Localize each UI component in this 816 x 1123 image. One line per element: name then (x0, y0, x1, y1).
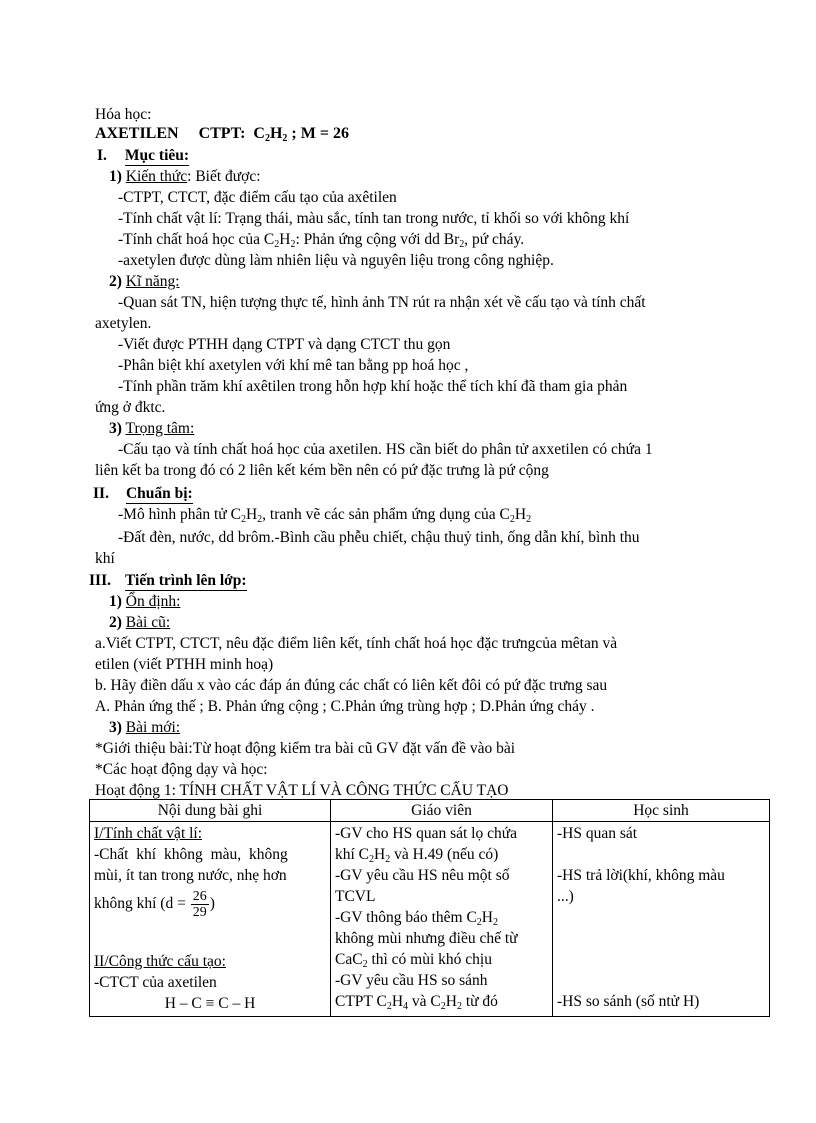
student-line: -HS trả lời(khí, không màu (557, 867, 725, 884)
density-fraction: $\frac{26}{29}$ (192, 888, 207, 920)
baicu-line: b. Hãy điền dấu x vào các đáp án đúng các chất có liên kết đôi có pứ đặc trưng sau (95, 677, 608, 694)
activity-table (89, 799, 770, 1017)
baimoi-heading: 3) Bài mới: (109, 719, 181, 736)
chuanbi-line: -Mô hình phân tử $C_2H_2$, tranh vẽ các sản phẩm ứng dụng của $C_2H_2$ (118, 506, 532, 525)
header-noi-dung: Nội dung bài ghi (90, 800, 331, 822)
content-line: -CTCT của axetilen (94, 974, 217, 991)
content-line: -Chất khí không màu, không (94, 846, 288, 863)
kienthuc-item: -CTPT, CTCT, đặc điểm cấu tạo của axêtilen (118, 189, 397, 206)
baimoi-intro: *Giới thiệu bài:Từ hoạt động kiểm tra bài cũ GV đặt vấn đề vào bài (95, 740, 516, 757)
tinh-chat-vat-li-heading: I/Tính chất vật lí: (94, 825, 203, 842)
subject-label: Hóa học: (95, 106, 152, 123)
trongtam-line: liên kết ba trong đó có 2 liên kết kém bền nên có pứ đặc trưng là pứ cộng (95, 462, 549, 479)
page-title: AXETILEN CTPT: $C_2H_2$ ; M = 26 (95, 125, 349, 144)
student-line: ...) (557, 888, 574, 905)
teacher-line: CTPT $C_2H_4$ và $C_2H_2$ từ đó (335, 993, 498, 1012)
baimoi-activities: *Các hoạt động dạy và học: (95, 761, 268, 778)
header-giao-vien: Giáo viên (331, 800, 553, 822)
kinang-line: -Phân biệt khí axetylen với khí mê tan bằng pp hoá học , (118, 357, 469, 374)
teacher-line: -GV cho HS quan sát lọ chứa (335, 825, 518, 842)
trongtam-heading: 3) Trọng tâm: (109, 420, 195, 437)
teacher-line: -GV yêu cầu HS so sánh (335, 972, 488, 989)
chuanbi-line: khí (95, 550, 115, 567)
cong-thuc-cau-tao-heading: II/Công thức cấu tạo: (94, 953, 226, 970)
trongtam-line: -Cấu tạo và tính chất hoá học của axetilen. HS cần biết do phân tử axxetilen có chứa 1 (118, 441, 653, 458)
header-hoc-sinh: Học sinh (553, 800, 770, 822)
kinang-line: -Tính phần trăm khí axêtilen trong hỗn hợp khí hoặc thể tích khí đã tham gia phản (118, 378, 628, 395)
teacher-line: -GV thông báo thêm $C_2H_2$ (335, 909, 498, 928)
density-line: không khí (d = $\frac{26}{29}$ ) (94, 888, 215, 920)
content-cell (90, 822, 331, 1017)
teacher-line: CaC$_2$ thì có mùi khó chịu (335, 951, 492, 970)
kinang-heading: 2) Kĩ năng: (109, 273, 180, 290)
kinang-line: ứng ở đktc. (95, 399, 166, 416)
kienthuc-item: -axetylen được dùng làm nhiên liệu và nguyên liệu trong công nghiệp. (118, 252, 554, 269)
content-line: mùi, ít tan trong nước, nhẹ hơn (94, 867, 287, 884)
kinang-line: axetylen. (95, 315, 152, 332)
section-3-heading: III. Tiến trình lên lớp: (89, 572, 247, 589)
hoatdong-1-title: Hoạt động 1: TÍNH CHẤT VẬT LÍ VÀ CÔNG THỨC CẤU TẠO (95, 782, 509, 799)
baicu-line: etilen (viết PTHH minh hoạ) (95, 656, 274, 673)
ondinh-heading: 1) Ổn định: (109, 593, 181, 610)
baicu-heading: 2) Bài cũ: (109, 614, 171, 631)
student-line: -HS so sánh (số ntử H) (557, 993, 700, 1010)
teacher-line: TCVL (335, 888, 376, 905)
teacher-line: không mùi nhưng điều chế từ (335, 930, 518, 947)
kienthuc-heading: 1) Kiến thức: Biết được: (109, 168, 261, 185)
teacher-line: -GV yêu cầu HS nêu một số (335, 867, 510, 884)
baicu-options: A. Phản ứng thế ; B. Phản ứng cộng ; C.Phản ứng trùng hợp ; D.Phản ứng cháy . (95, 698, 595, 715)
table-row (90, 822, 770, 1017)
teacher-line: khí $C_2H_2$ và H.49 (nếu có) (335, 846, 499, 865)
baicu-line: a.Viết CTPT, CTCT, nêu đặc điểm liên kết, tính chất hoá học đặc trưngcủa mêtan và (95, 635, 618, 652)
section-1-heading: I. Mục tiêu: (97, 147, 190, 164)
kinang-line: -Viết được PTHH dạng CTPT và dạng CTCT thu gọn (118, 336, 451, 353)
structural-formula: H – C ≡ C – H (164, 995, 256, 1012)
student-line: -HS quan sát (557, 825, 638, 842)
student-cell (553, 822, 770, 1017)
kienthuc-item: -Tính chất vật lí: Trạng thái, màu sắc, tính tan trong nước, tỉ khối so với không khí (118, 210, 630, 227)
chuanbi-line: -Đất đèn, nước, dd brôm.-Bình cầu phễu chiết, chậu thuỷ tinh, ống dẫn khí, bình thu (118, 529, 640, 546)
kinang-line: -Quan sát TN, hiện tượng thực tế, hình ảnh TN rút ra nhận xét về cấu tạo và tính chất (118, 294, 646, 311)
section-2-heading: II. Chuẩn bị: (93, 485, 193, 502)
table-header-row (90, 800, 770, 822)
kienthuc-item: -Tính chất hoá học của $C_2H_2$: Phản ứng cộng với dd $Br_2$, pứ cháy. (118, 231, 525, 250)
teacher-cell (331, 822, 553, 1017)
